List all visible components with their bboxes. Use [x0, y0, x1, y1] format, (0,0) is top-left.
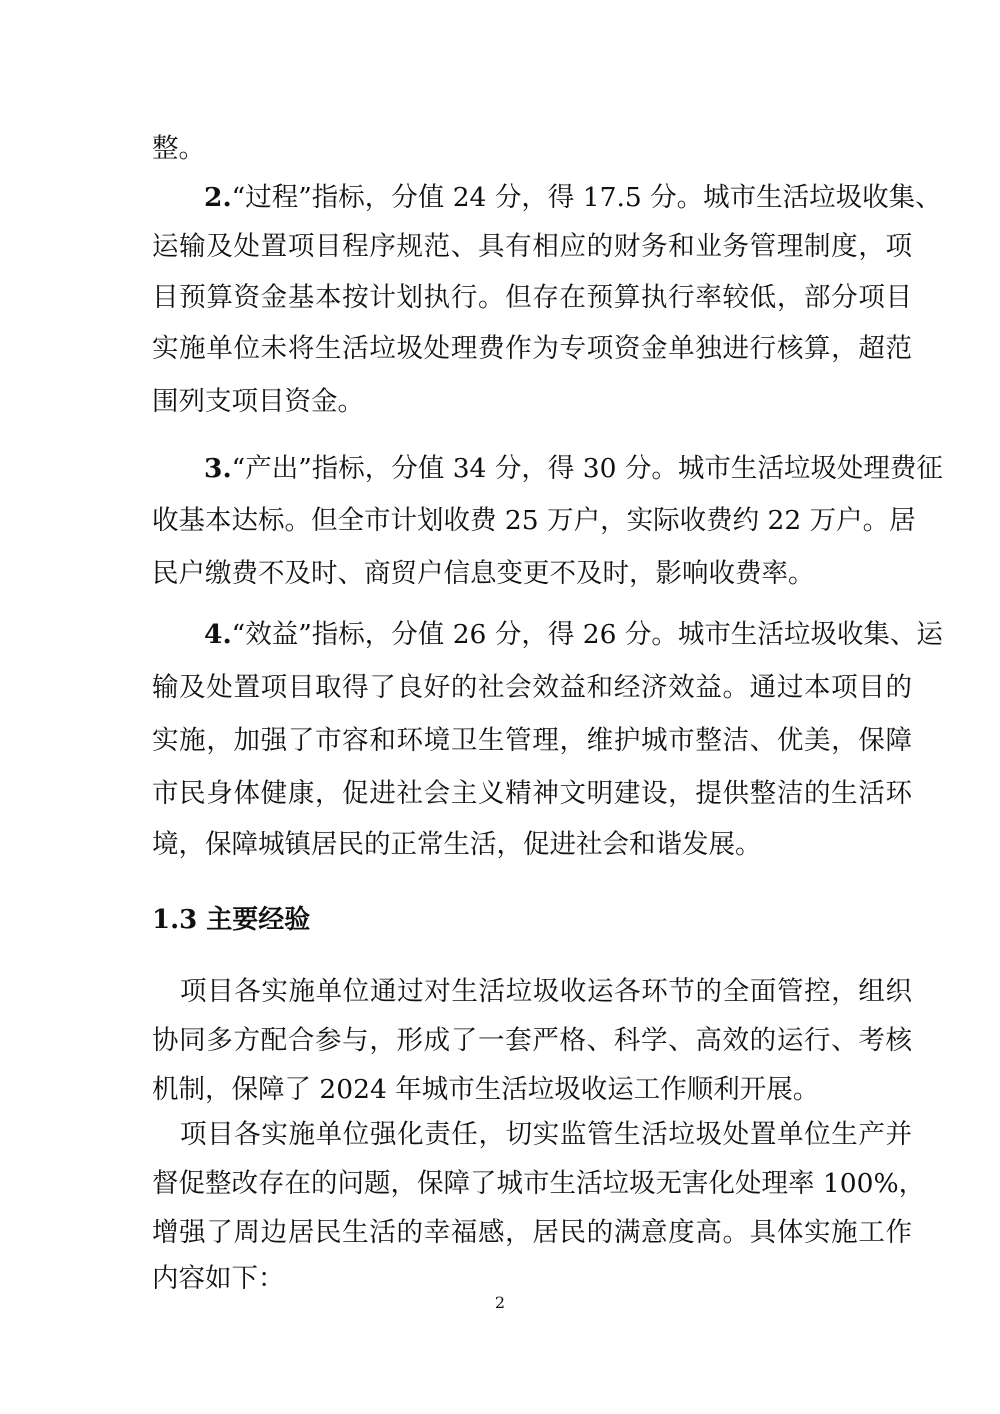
paragraph-line: 督促整改存在的问题，保障了城市生活垃圾无害化处理率 100%，	[152, 1168, 926, 1199]
paragraph-line: 实施，加强了市容和环境卫生管理，维护城市整洁、优美，保障	[152, 725, 912, 756]
paragraph-text: “效益”指标，分值 26 分，得 26 分。城市生活垃圾收集、运	[231, 619, 943, 650]
item-number: 3.	[204, 453, 232, 484]
paragraph-line: 整。	[152, 133, 205, 164]
paragraph-line	[204, 452, 943, 486]
paragraph-line: 项目各实施单位强化责任，切实监管生活垃圾处置单位生产并	[180, 1119, 912, 1150]
paragraph-line	[204, 181, 942, 215]
paragraph-line: 民户缴费不及时、商贸户信息变更不及时，影响收费率。	[152, 558, 815, 589]
paragraph-line: 围列支项目资金。	[152, 386, 364, 417]
paragraph-line: 内容如下：	[152, 1263, 285, 1294]
section-heading: 1.3 主要经验	[152, 905, 311, 935]
paragraph-text: “产出”指标，分值 34 分，得 30 分。城市生活垃圾处理费征	[231, 453, 943, 484]
item-number: 4.	[204, 619, 232, 650]
paragraph-line: 项目各实施单位通过对生活垃圾收运各环节的全面管控，组织	[180, 976, 912, 1007]
paragraph-line: 市民身体健康，促进社会主义精神文明建设，提供整洁的生活环	[152, 778, 912, 809]
paragraph-line: 运输及处置项目程序规范、具有相应的财务和业务管理制度，项	[152, 231, 912, 262]
paragraph-line: 机制，保障了 2024 年城市生活垃圾收运工作顺利开展。	[152, 1074, 820, 1105]
paragraph-line: 协同多方配合参与，形成了一套严格、科学、高效的运行、考核	[152, 1025, 912, 1056]
paragraph-line: 收基本达标。但全市计划收费 25 万户，实际收费约 22 万户。居	[152, 505, 916, 536]
paragraph-line: 实施单位未将生活垃圾处理费作为专项资金单独进行核算，超范	[152, 333, 912, 364]
paragraph-line	[204, 618, 943, 652]
paragraph-line: 增强了周边居民生活的幸福感，居民的满意度高。具体实施工作	[152, 1217, 912, 1248]
paragraph-line: 输及处置项目取得了良好的社会效益和经济效益。通过本项目的	[152, 672, 912, 703]
paragraph-line: 目预算资金基本按计划执行。但存在预算执行率较低，部分项目	[152, 282, 912, 313]
paragraph-line: 境，保障城镇居民的正常生活，促进社会和谐发展。	[152, 829, 762, 860]
page-number: 2	[494, 1293, 506, 1312]
item-number: 2.	[204, 182, 232, 213]
paragraph-text: “过程”指标，分值 24 分，得 17.5 分。城市生活垃圾收集、	[231, 182, 942, 213]
